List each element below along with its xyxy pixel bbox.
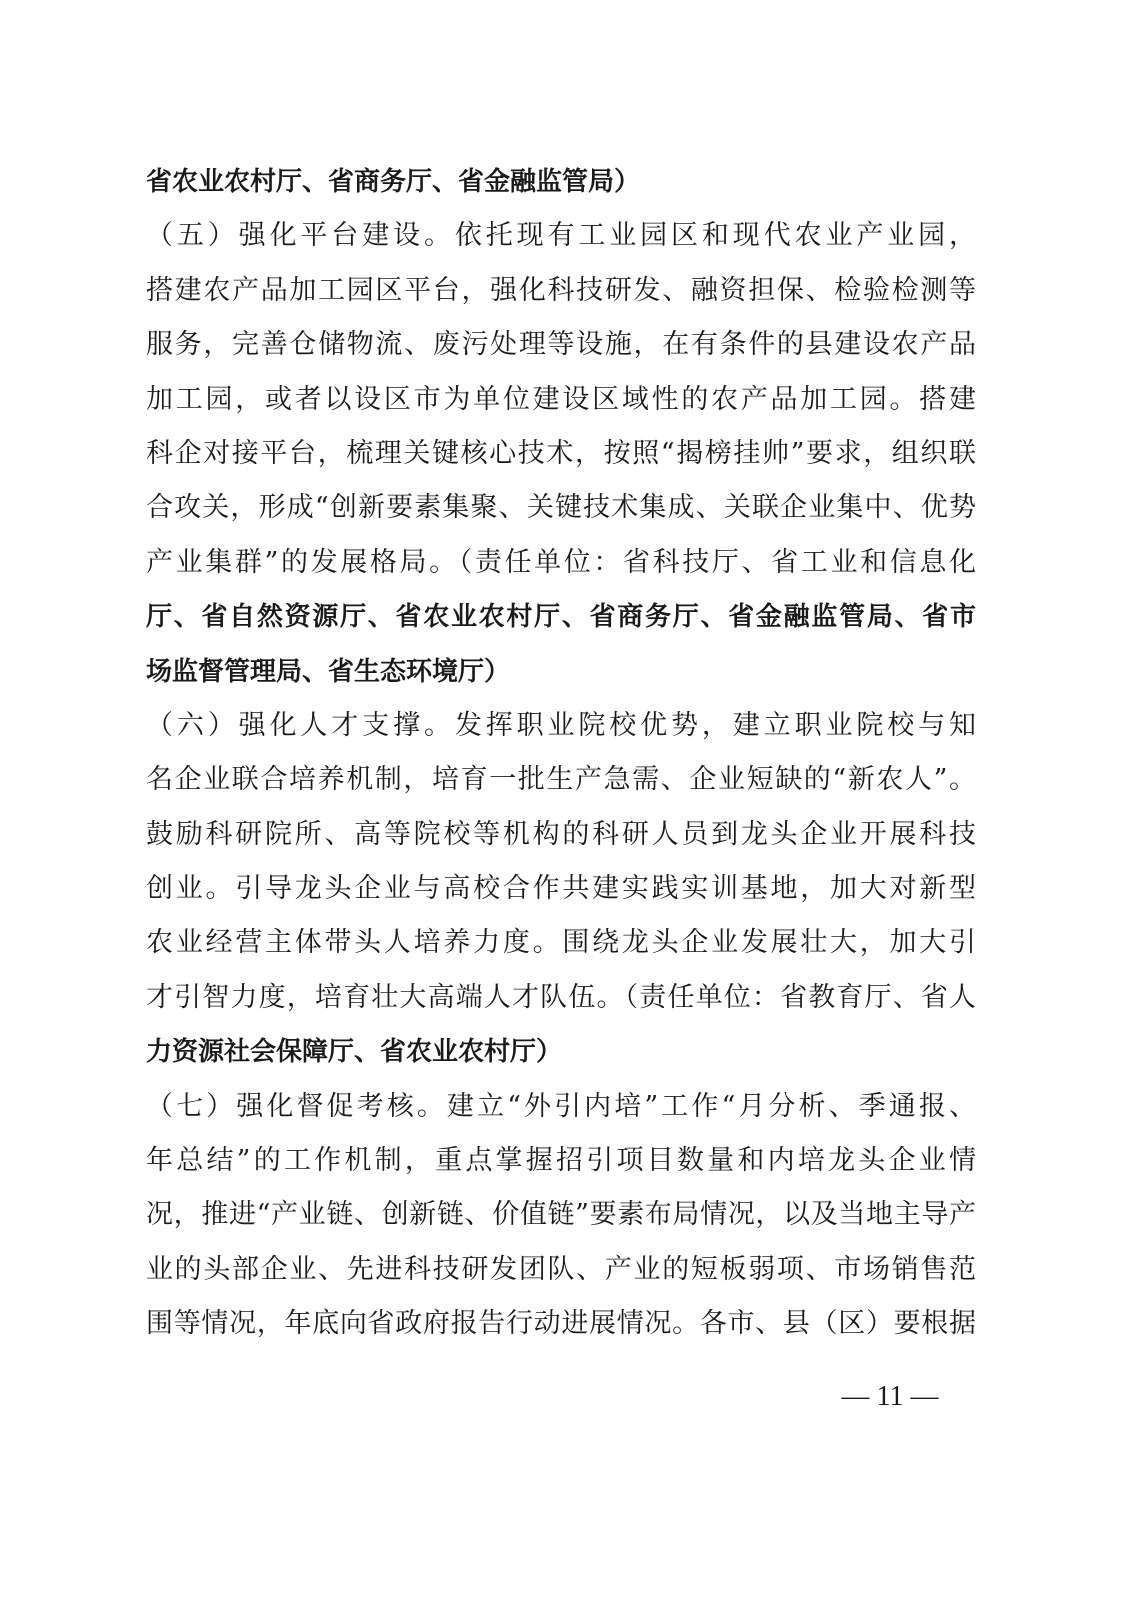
text-line: 才引智力度，培育壮大高端人才队伍。（责任单位：省教育厅、省人 (146, 981, 976, 1013)
text-line: （五）强化平台建设。依托现有工业园区和现代农业产业园， (146, 220, 976, 252)
text-line: 围等情况，年底向省政府报告行动进展情况。各市、县（区）要根据 (146, 1308, 976, 1340)
text-line: 省农业农村厅、省商务厅、省金融监管局） (146, 167, 641, 197)
text-line: 加工园，或者以设区市为单位建设区域性的农产品加工园。搭建 (146, 383, 976, 415)
text-line: 年总结”的工作机制，重点掌握招引项目数量和内培龙头企业情 (146, 1145, 976, 1177)
page-number: — 11 — (841, 1381, 939, 1412)
text-line: 服务，完善仓储物流、废污处理等设施，在有条件的县建设农产品 (146, 329, 976, 361)
text-line: 场监督管理局、省生态环境厅） (146, 656, 511, 687)
text-line: 产业集群”的发展格局。（责任单位：省科技厅、省工业和信息化 (146, 546, 976, 578)
text-line: 鼓励科研院所、高等院校等机构的科研人员到龙头企业开展科技 (146, 818, 976, 850)
text-line: 名企业联合培养机制，培育一批生产急需、企业短缺的“新农人”。 (146, 764, 976, 796)
text-line: 业的头部企业、先进科技研发团队、产业的短板弱项、市场销售范 (146, 1253, 976, 1285)
text-line: 合攻关，形成“创新要素集聚、关键技术集成、关联企业集中、优势 (146, 492, 976, 524)
text-line: 科企对接平台，梳理关键核心技术，按照“揭榜挂帅”要求，组织联 (146, 437, 976, 469)
text-line: （七）强化督促考核。建立“外引内培”工作“月分析、季通报、 (146, 1090, 976, 1122)
text-line: （六）强化人才支撑。发挥职业院校优势，建立职业院校与知 (146, 709, 976, 741)
text-line: 创业。引导龙头企业与高校合作共建实践实训基地，加大对新型 (146, 873, 976, 905)
text-line: 搭建农产品加工园区平台，强化科技研发、融资担保、检验检测等 (146, 274, 976, 306)
text-line: 况，推进“产业链、创新链、价值链”要素布局情况，以及当地主导产 (146, 1199, 976, 1231)
text-line: 厅、省自然资源厅、省农业农村厅、省商务厅、省金融监管局、省市 (146, 602, 976, 633)
text-line: 农业经营主体带头人培养力度。围绕龙头企业发展壮大，加大引 (146, 927, 976, 959)
text-line: 力资源社会保障厅、省农业农村厅） (146, 1037, 563, 1068)
document-body (146, 155, 976, 1352)
